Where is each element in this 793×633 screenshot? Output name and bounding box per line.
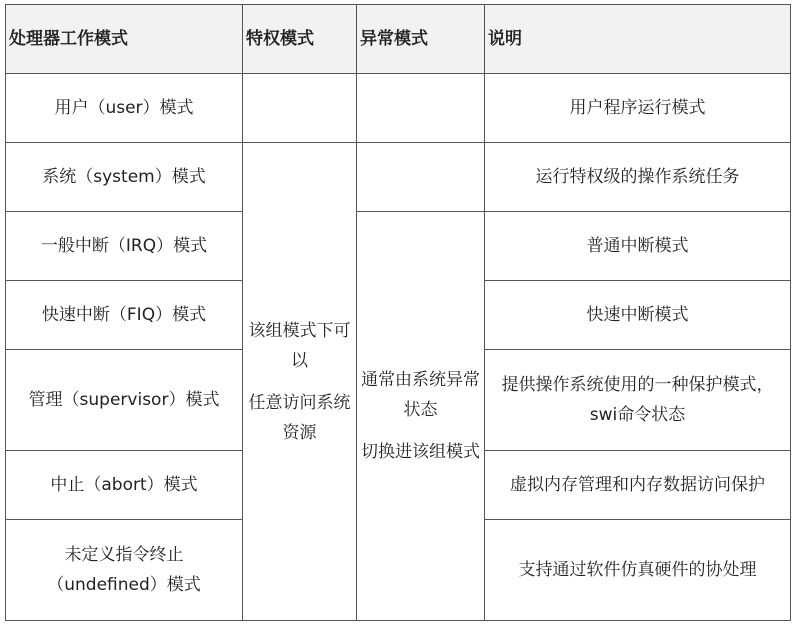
exception-cell — [357, 143, 485, 212]
mode-cell: 一般中断（IRQ）模式 — [6, 212, 243, 281]
header-row — [6, 5, 791, 74]
description-cell: 快速中断模式 — [485, 281, 791, 350]
header-description: 说明 — [485, 5, 791, 74]
mode-cell: 系统（system）模式 — [6, 143, 243, 212]
description-cell: 支持通过软件仿真硬件的协处理 — [485, 520, 791, 621]
mode-cell: 中止（abort）模式 — [6, 451, 243, 520]
table-row — [6, 143, 791, 212]
description-cell: 运行特权级的操作系统任务 — [485, 143, 791, 212]
privileged-text-2: 任意访问系统资源 — [248, 392, 351, 443]
table-row — [6, 212, 791, 281]
exception-text-1: 通常由系统异常状态 — [361, 370, 480, 420]
mode-cell: 快速中断（FIQ）模式 — [6, 281, 243, 350]
privileged-text-1: 该组模式下可以 — [248, 320, 351, 371]
processor-modes-table — [5, 4, 791, 621]
table-row — [6, 74, 791, 143]
header-mode: 处理器工作模式 — [6, 5, 243, 74]
mode-cell: 未定义指令终止（undefined）模式 — [6, 520, 243, 621]
description-cell: 提供操作系统使用的一种保护模式，swi命令状态 — [485, 350, 791, 451]
description-cell: 用户程序运行模式 — [485, 74, 791, 143]
privileged-cell — [243, 143, 357, 621]
description-cell: 虚拟内存管理和内存数据访问保护 — [485, 451, 791, 520]
header-privileged: 特权模式 — [243, 5, 357, 74]
privileged-cell — [243, 74, 357, 143]
description-cell: 普通中断模式 — [485, 212, 791, 281]
mode-cell: 用户（user）模式 — [6, 74, 243, 143]
header-exception: 异常模式 — [357, 5, 485, 74]
exception-text-2: 切换进该组模式 — [361, 442, 480, 462]
mode-cell: 管理（supervisor）模式 — [6, 350, 243, 451]
exception-cell — [357, 212, 485, 621]
exception-cell — [357, 74, 485, 143]
